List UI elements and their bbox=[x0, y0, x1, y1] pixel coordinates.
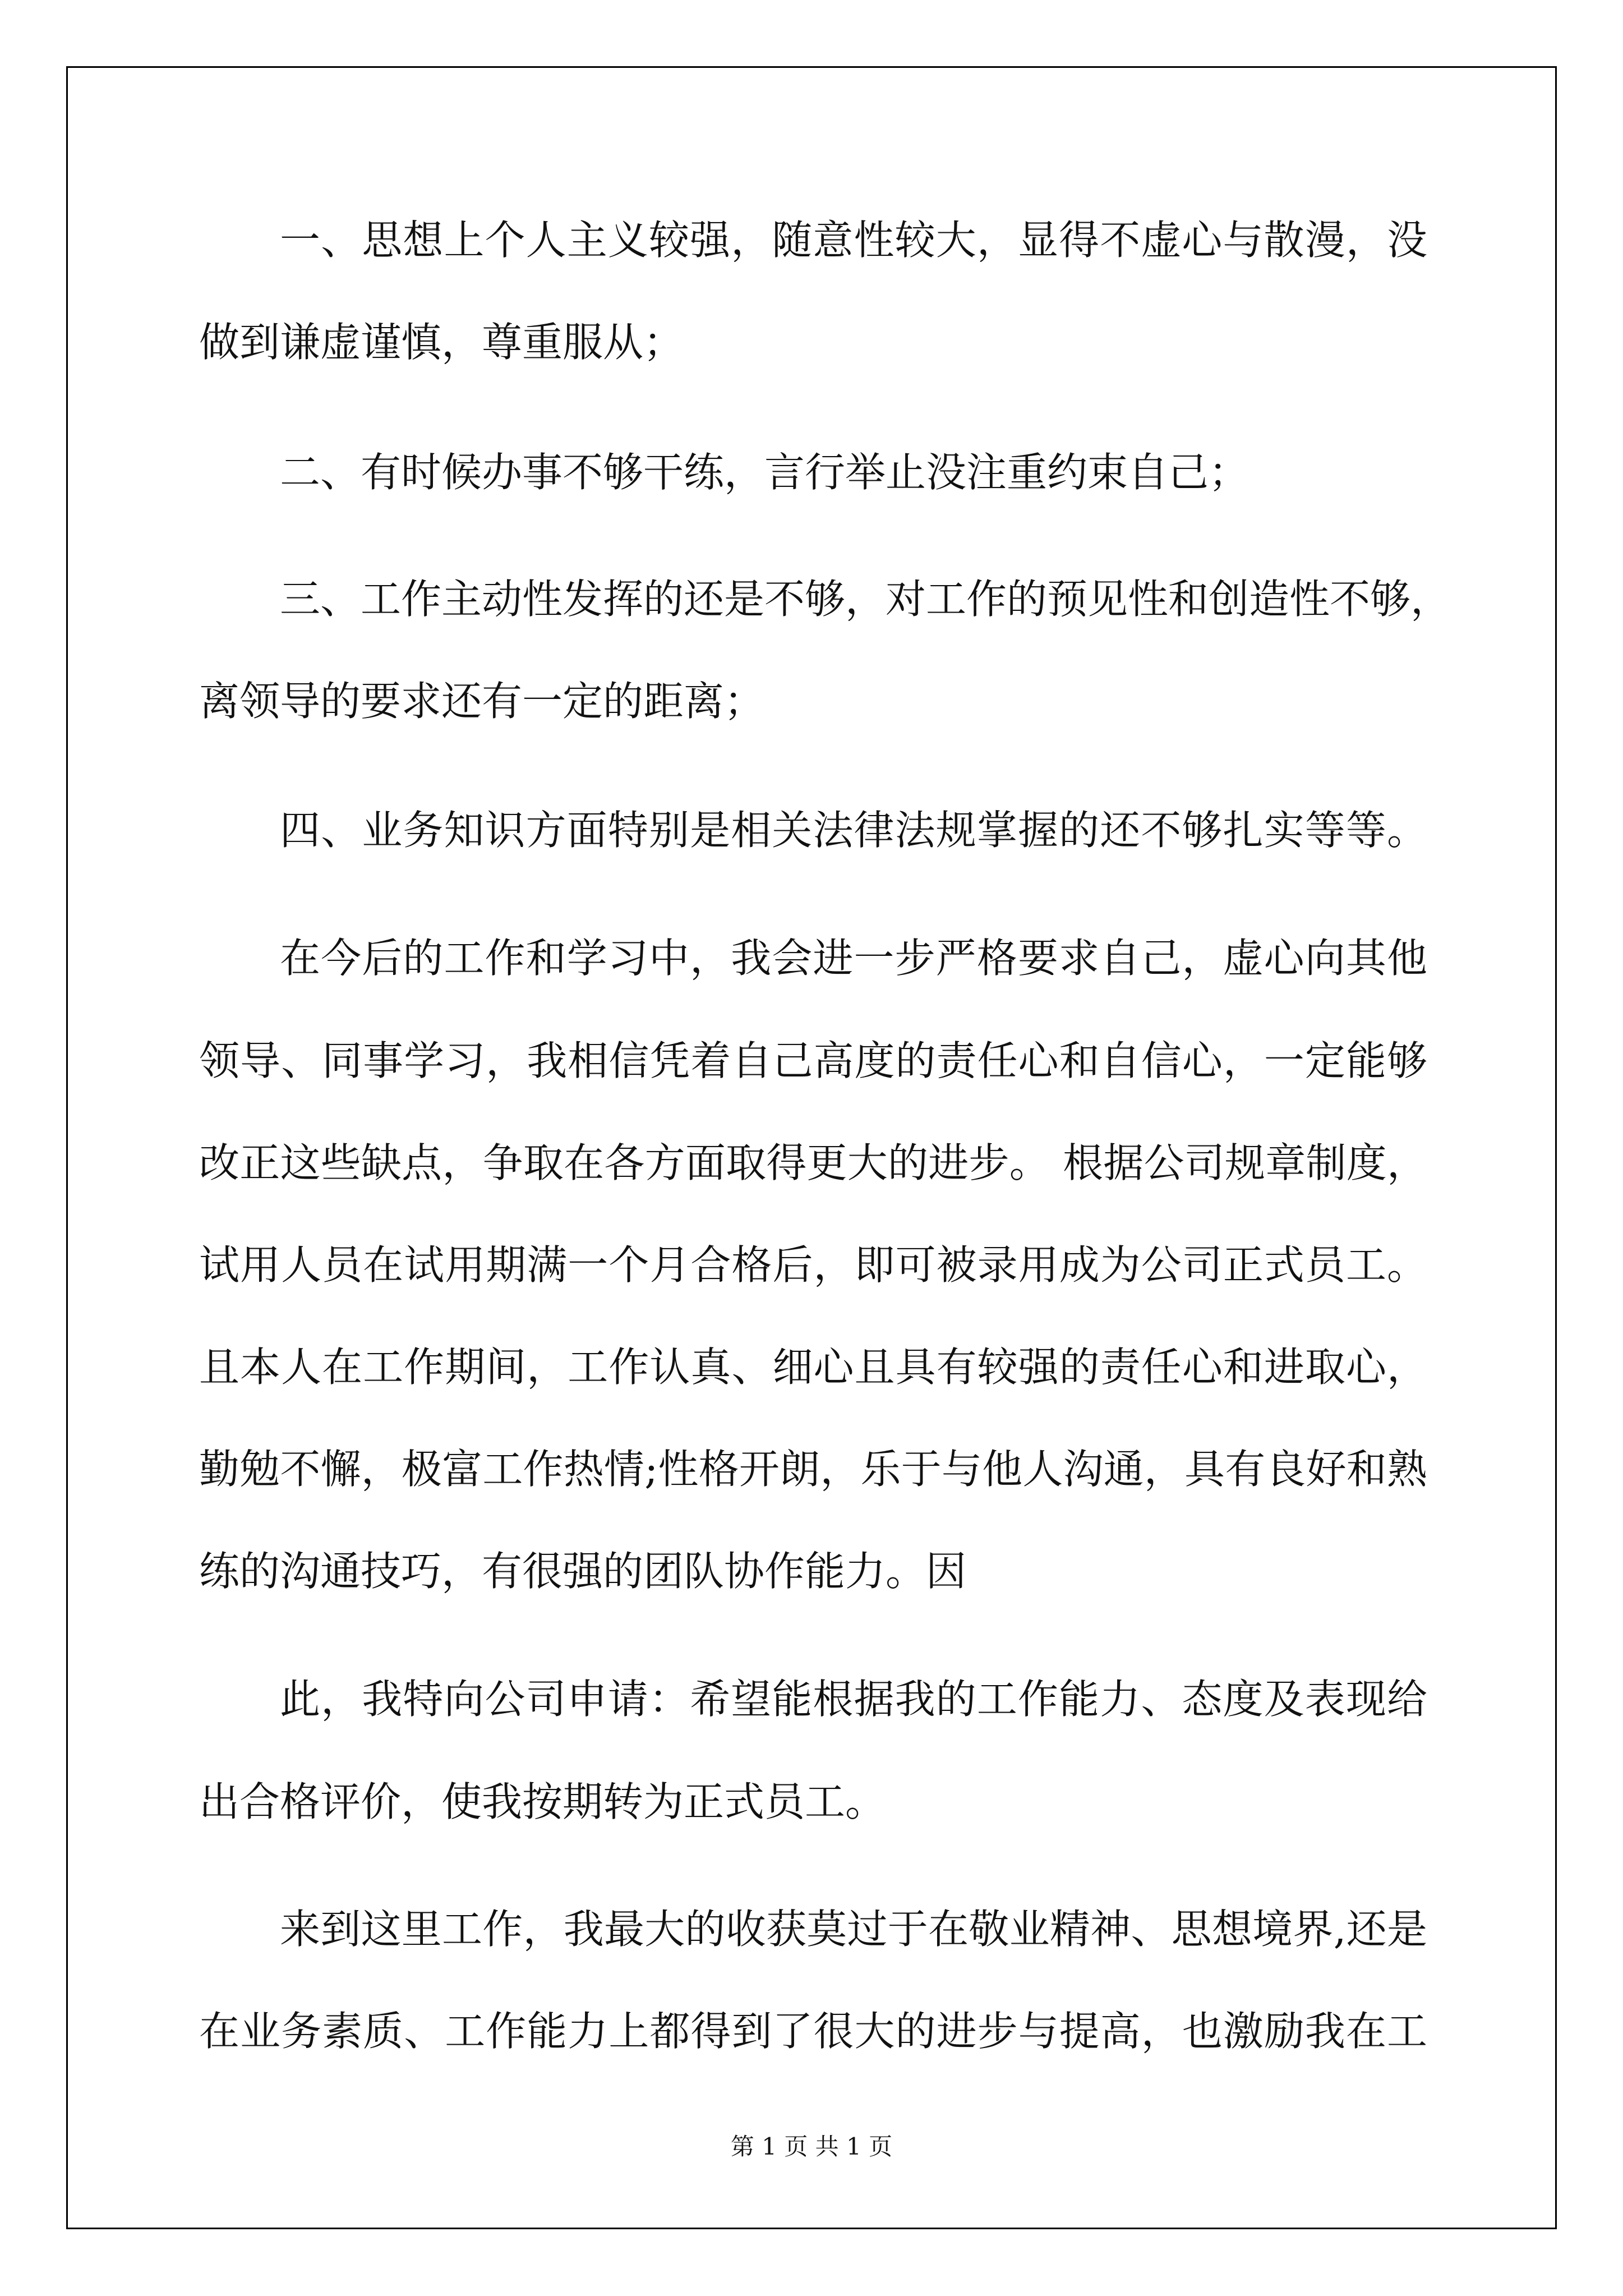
text-line: 领导、同事学习，我相信凭着自己高度的责任心和自信心，一定能够 bbox=[199, 1037, 1427, 1084]
text-line: 此，我特向公司申请：希望能根据我的工作能力、态度及表现给 bbox=[280, 1676, 1427, 1723]
text-line: 且本人在工作期间，工作认真、细心且具有较强的责任心和进取心， bbox=[199, 1343, 1427, 1391]
text-line: 在今后的工作和学习中，我会进一步严格要求自己，虚心向其他 bbox=[280, 935, 1427, 982]
text-line: 出合格评价，使我按期转为正式员工。 bbox=[199, 1778, 886, 1825]
text-line: 离领导的要求还有一定的距离； bbox=[199, 678, 765, 725]
page-number: 第 1 页 共 1 页 bbox=[730, 2133, 893, 2160]
text-line: 三、工作主动性发挥的还是不够，对工作的预见性和创造性不够， bbox=[280, 576, 1451, 623]
text-line: 一、思想上个人主义较强，随意性较大，显得不虚心与散漫，没 bbox=[280, 217, 1427, 264]
text-line: 勤勉不懈，极富工作热情;性格开朗，乐于与他人沟通，具有良好和熟 bbox=[199, 1446, 1427, 1493]
text-line: 改正这些缺点，争取在各方面取得更大的进步。 根据公司规章制度， bbox=[199, 1139, 1427, 1186]
text-line: 做到谦虚谨慎，尊重服从； bbox=[199, 319, 684, 366]
text-line: 来到这里工作，我最大的收获莫过于在敬业精神、思想境界,还是 bbox=[280, 1906, 1427, 1953]
text-line: 四、业务知识方面特别是相关法律法规掌握的还不够扎实等等。 bbox=[280, 807, 1427, 854]
text-line: 二、有时候办事不够干练，言行举止没注重约束自己； bbox=[280, 449, 1249, 496]
text-line: 在业务素质、工作能力上都得到了很大的进步与提高，也激励我在工 bbox=[199, 2008, 1427, 2055]
text-line: 练的沟通技巧，有很强的团队协作能力。因 bbox=[199, 1548, 967, 1595]
text-line: 试用人员在试用期满一个月合格后，即可被录用成为公司正式员工。 bbox=[199, 1241, 1427, 1289]
